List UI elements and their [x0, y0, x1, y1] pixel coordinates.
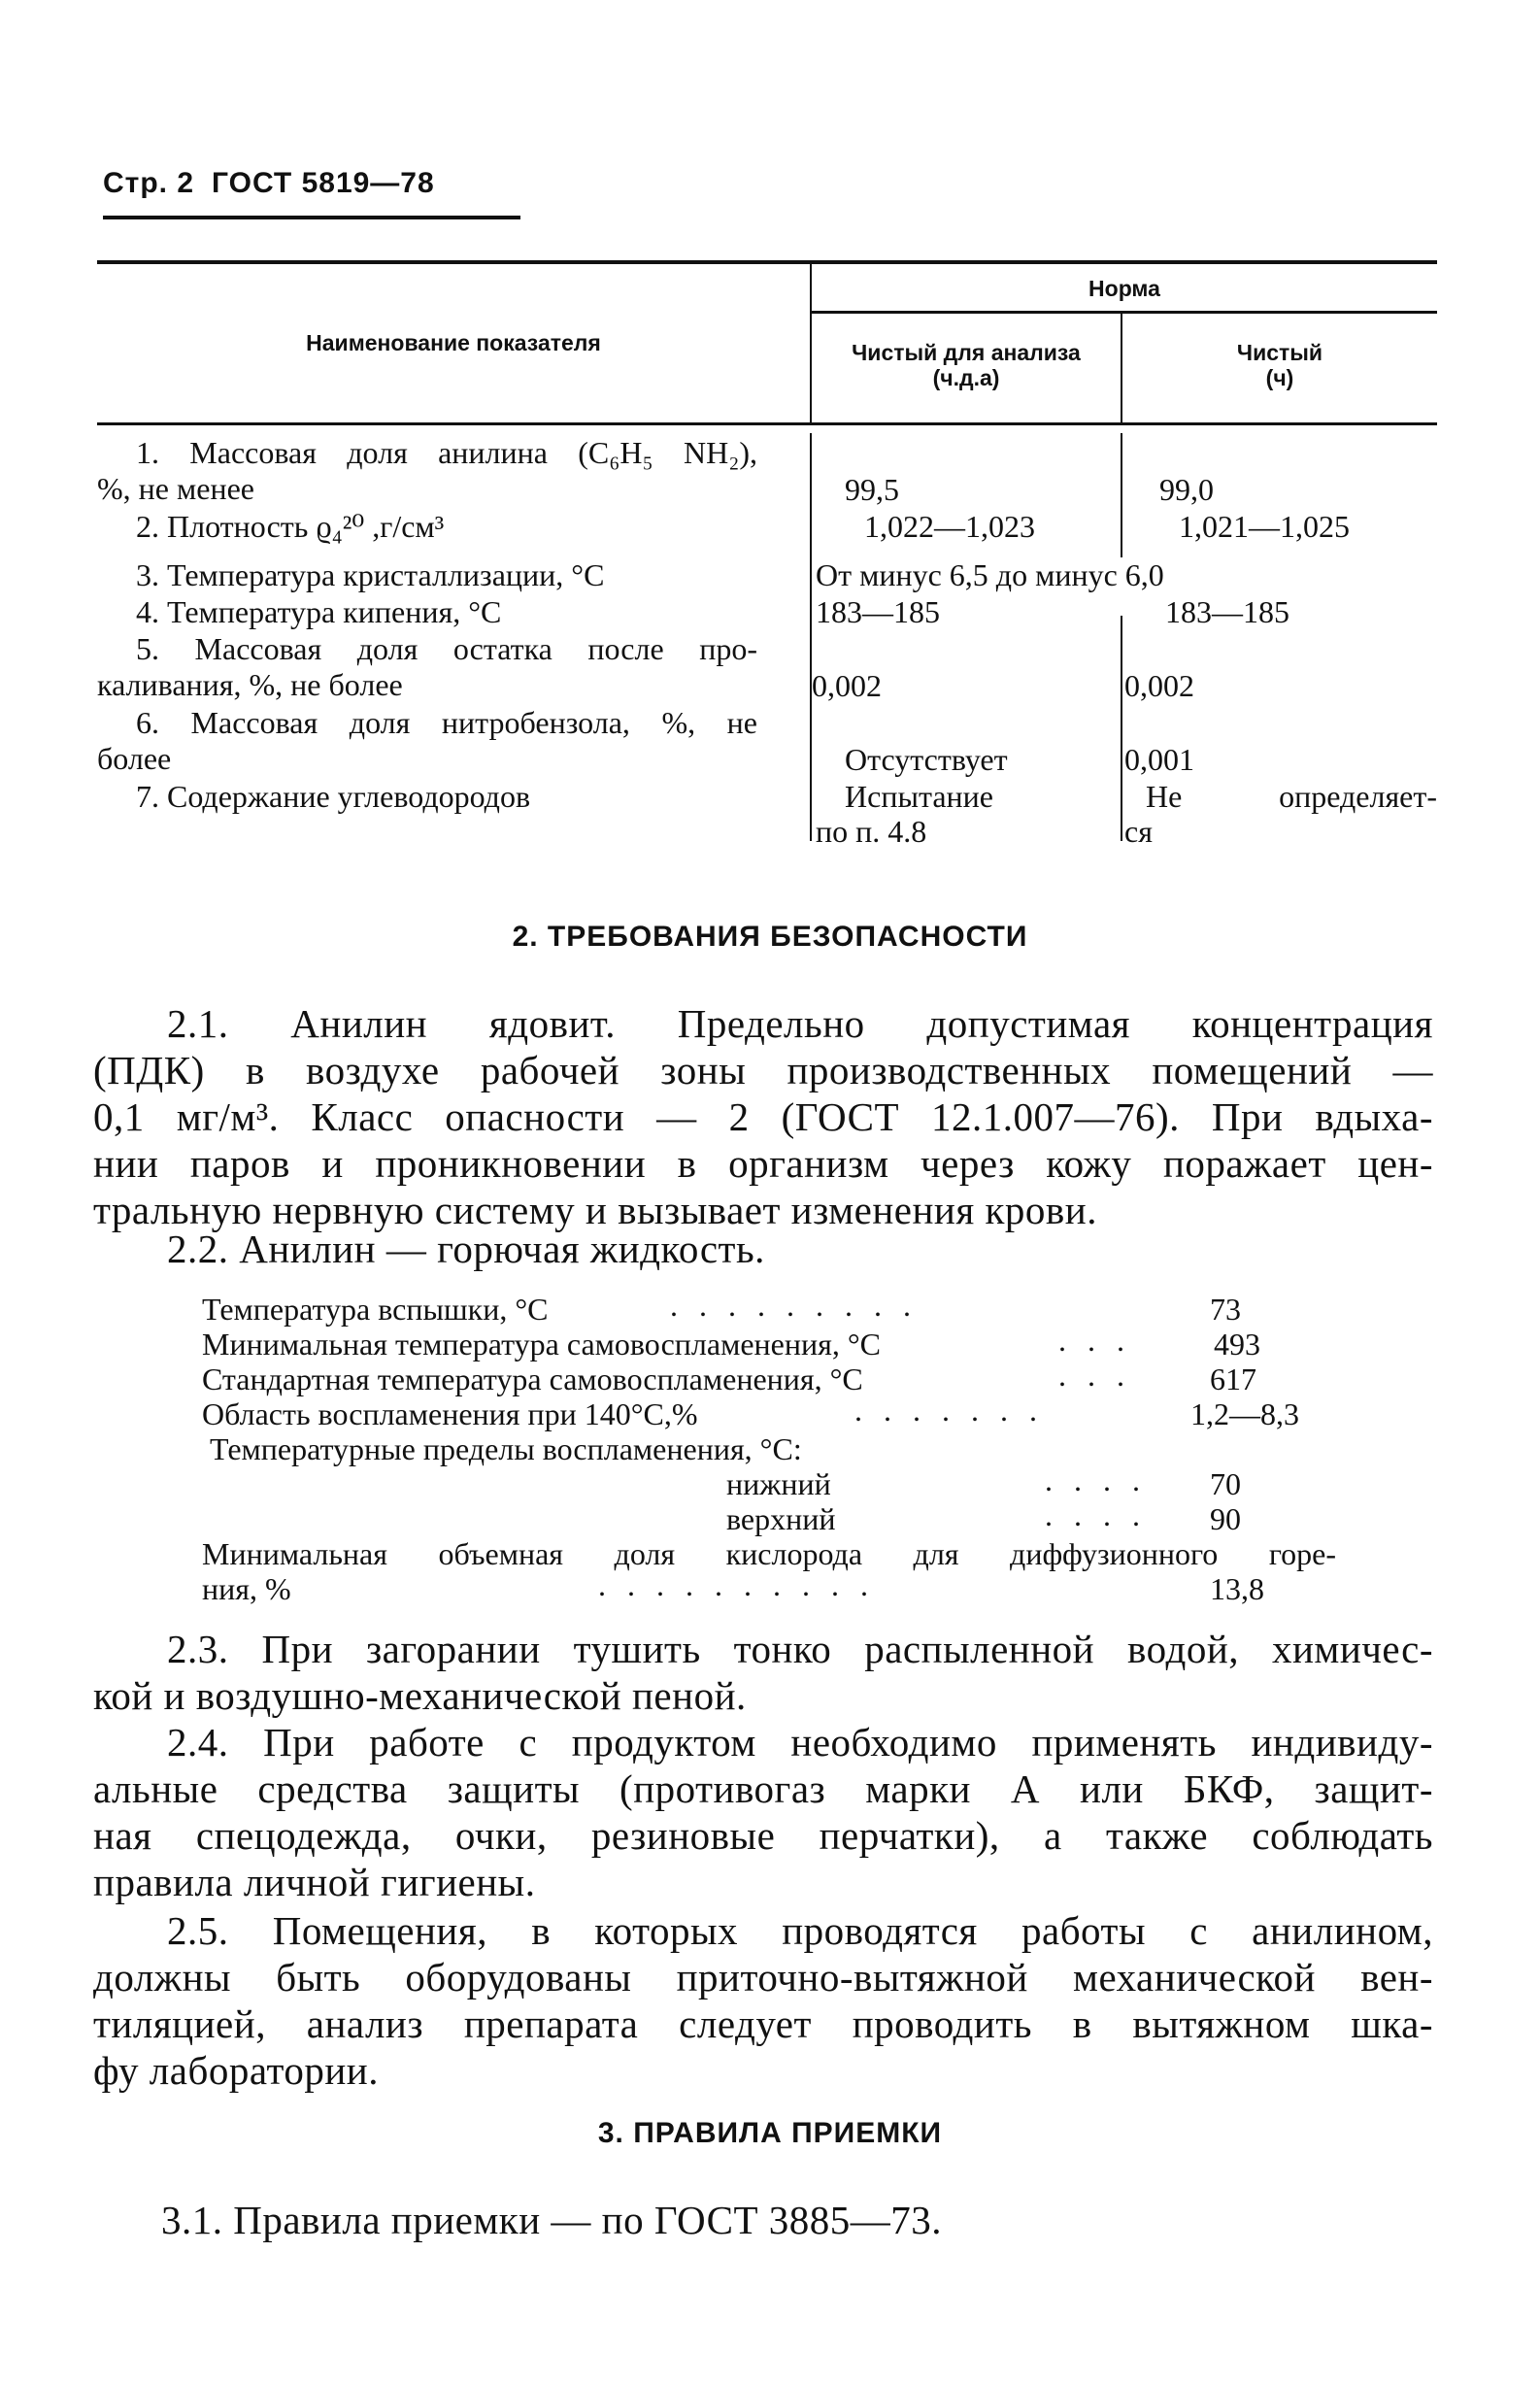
- table-top-rule: [97, 260, 1437, 264]
- property-label: Минимальная объемная доля кислорода для диффузионного горе-: [202, 1536, 1336, 1571]
- leader-dots: .........: [670, 1288, 932, 1323]
- table-row-2-value-a: 1,022—1,023: [864, 509, 1035, 544]
- table-row-1-value-a: 99,5: [845, 472, 899, 507]
- norm-header-rule: [812, 311, 1437, 314]
- table-row-4-name: 4. Температура кипения, °С: [136, 594, 502, 629]
- header-rule: [103, 216, 520, 219]
- paragraph-2-4: 2.4. При работе с продуктом необходимо применять индивиду- альные средства защиты (противогаз марки А или БКФ, защит- ная спецодежда, очки, резиновые перчатки), а также соблюдать правила личной гигиены.: [93, 1720, 1433, 1904]
- table-row-4-value-b: 183—185: [1165, 594, 1289, 629]
- pure-abbr: (ч): [1265, 365, 1294, 390]
- paragraph-2-5: 2.5. Помещения, в которых проводятся работы с анилином, должны быть оборудованы приточно-вытяжной механической вен- тиляцией, анализ препарата следует проводить в вытяжном шка- фу лаборатории.: [93, 1908, 1433, 2093]
- paragraph-2-2: 2.2. Анилин — горючая жидкость.: [167, 1227, 765, 1271]
- table-row-5-name: 5. Массовая доля остатка после про- каливания, %, не более: [97, 631, 757, 702]
- table-row-7-name: 7. Содержание углеводородов: [136, 779, 531, 814]
- property-value: 13,8: [1210, 1571, 1264, 1606]
- specification-table: [97, 260, 1437, 849]
- table-row-7-value-b: Не определяет- ся: [1124, 779, 1437, 849]
- property-value: 617: [1210, 1362, 1256, 1396]
- column-header-name: Наименование показателя: [306, 330, 601, 355]
- property-value: 1,2—8,3: [1190, 1396, 1299, 1431]
- property-label-continued: ния, %: [202, 1571, 291, 1606]
- section-3-heading: 3. ПРАВИЛА ПРИЕМКИ: [597, 2117, 943, 2149]
- table-row-2-value-b: 1,021—1,025: [1179, 509, 1350, 544]
- column-header-pure-analysis: [812, 340, 1121, 390]
- property-label: Область воспламенения при 140°С,%: [202, 1396, 698, 1431]
- leader-dots: ...: [1058, 1323, 1146, 1358]
- table-row-5-value-a: 0,002: [812, 668, 882, 703]
- table-row-1-name: 1. Массовая доля анилина (C₆H₅ NH₂), %, не менее: [97, 435, 757, 506]
- paragraph-3-1: 3.1. Правила приемки — по ГОСТ 3885—73.: [161, 2198, 943, 2242]
- leader-dots: ....: [1045, 1462, 1161, 1497]
- property-label: Минимальная температура самовоспламенения, °С: [202, 1327, 881, 1362]
- table-row-3-name: 3. Температура кристаллизации, °С: [136, 557, 605, 592]
- standard-number: ГОСТ 5819—78: [212, 167, 435, 199]
- paragraph-2-1: 2.1. Анилин ядовит. Предельно допустимая концентрация (ПДК) в воздухе рабочей зоны производственных помещений — 0,1 мг/м³. Класс опасности — 2 (ГОСТ 12.1.007—76). При вдыха- нии паров и проникновении в организм через кожу поражает цен- тральную нервную систему и вызывает изменения крови.: [93, 1001, 1433, 1232]
- pure-analysis-label: Чистый для анализа: [852, 340, 1081, 365]
- running-header: [103, 167, 435, 200]
- property-value: 90: [1210, 1501, 1241, 1536]
- pure-analysis-abbr: (ч.д.а): [932, 365, 1000, 390]
- table-row-4-value-a: 183—185: [816, 594, 940, 629]
- property-label: верхний: [726, 1501, 836, 1536]
- leader-dots: ....: [1045, 1497, 1161, 1532]
- table-row-7-value-a: Испытание по п. 4.8: [816, 779, 993, 849]
- leader-dots: ...: [1058, 1358, 1146, 1393]
- property-value: 70: [1210, 1466, 1241, 1501]
- table-row-1-value-b: 99,0: [1159, 472, 1214, 507]
- section-2-heading: 2. ТРЕБОВАНИЯ БЕЗОПАСНОСТИ: [512, 921, 1028, 953]
- pure-label: Чистый: [1236, 340, 1323, 365]
- table-row-6-value-b: 0,001: [1124, 742, 1194, 777]
- table-row-5-value-b: 0,002: [1124, 668, 1194, 703]
- page-label: Стр. 2: [103, 167, 195, 199]
- property-label: Температура вспышки, °С: [202, 1292, 549, 1327]
- property-value: 73: [1210, 1292, 1241, 1327]
- property-label: нижний: [726, 1466, 831, 1501]
- leader-dots: .......: [854, 1393, 1058, 1428]
- leader-dots: ..........: [598, 1567, 889, 1602]
- table-row-6-value-a: Отсутствует: [845, 742, 1008, 777]
- paragraph-2-3: 2.3. При загорании тушить тонко распыленной водой, химичес- кой и воздушно-механической пеной.: [93, 1627, 1433, 1718]
- column-header-norm: Норма: [1088, 276, 1160, 301]
- property-value: 493: [1214, 1327, 1260, 1362]
- body-divider-right-a: [1121, 433, 1122, 577]
- body-divider-left: [810, 433, 812, 841]
- body-divider-right-b: [1121, 616, 1122, 841]
- property-label: Температурные пределы воспламенения, °С:: [210, 1431, 802, 1466]
- column-header-pure: [1122, 340, 1437, 390]
- table-row-3-value: От минус 6,5 до минус 6,0: [816, 557, 1164, 592]
- table-row-6-name: 6. Массовая доля нитробензола, %, не более: [97, 705, 757, 776]
- table-header-rule: [97, 422, 1437, 425]
- table-row-2-name: 2. Плотность ϱ₄²⁰ ,г/см³: [136, 509, 445, 544]
- property-label: Стандартная температура самовоспламенения, °С: [202, 1362, 863, 1396]
